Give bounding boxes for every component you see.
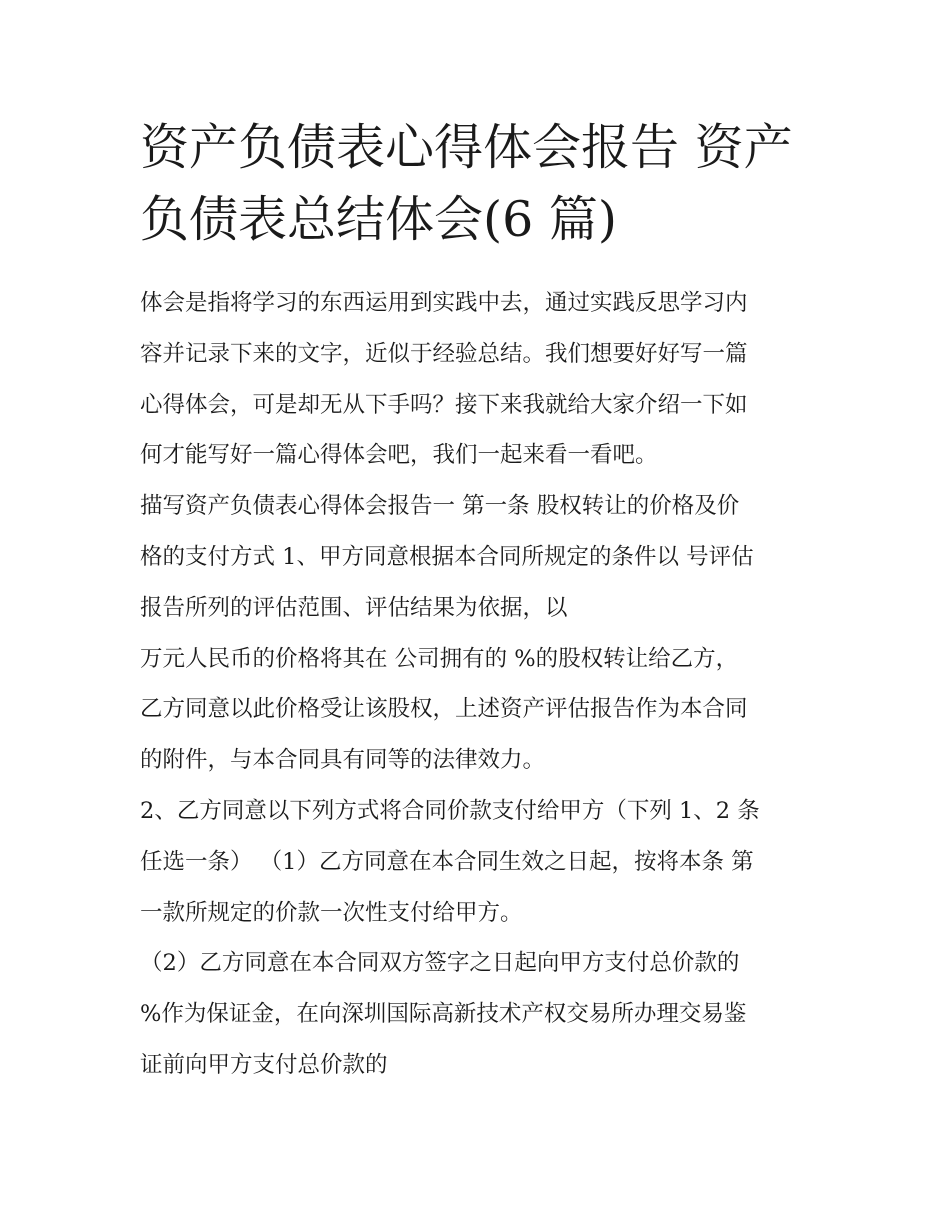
body-line: （2）乙方同意在本合同双方签字之日起向甲方支付总价款的 xyxy=(140,950,740,977)
body-line: 容并记录下来的文字，近似于经验总结。我们想要好好写一篇 xyxy=(140,340,748,367)
body-line: 格的支付方式 1、甲方同意根据本合同所规定的条件以 号评估 xyxy=(140,543,754,570)
title-line: 资产负债表心得体会报告 资产 xyxy=(140,119,793,176)
body-line: %作为保证金，在向深圳国际高新技术产权交易所办理交易鉴 xyxy=(140,1001,747,1028)
body-line: 描写资产负债表心得体会报告一 第一条 股权转让的价格及价 xyxy=(140,493,740,520)
body-line: 2、乙方同意以下列方式将合同价款支付给甲方（下列 1、2 条 xyxy=(140,797,760,824)
body-line: 心得体会，可是却无从下手吗？接下来我就给大家介绍一下如 xyxy=(140,391,748,418)
document-body xyxy=(140,278,820,1091)
body-line: 何才能写好一篇心得体会吧，我们一起来看一看吧。 xyxy=(140,442,658,469)
body-line: 乙方同意以此价格受让该股权，上述资产评估报告作为本合同 xyxy=(140,696,748,723)
document-title xyxy=(140,112,820,256)
body-line: 一款所规定的价款一次性支付给甲方。 xyxy=(140,899,523,926)
body-line: 任选一条） （1）乙方同意在本合同生效之日起，按将本条 第 xyxy=(140,848,754,875)
body-line: 的附件，与本合同具有同等的法律效力。 xyxy=(140,747,546,774)
body-line: 证前向甲方支付总价款的 xyxy=(140,1051,388,1078)
body-line: 报告所列的评估范围、评估结果为依据，以 xyxy=(140,594,568,621)
body-line: 万元人民币的价格将其在 公司拥有的 %的股权转让给乙方， xyxy=(140,645,739,672)
title-line: 负债表总结体会(6 篇) xyxy=(140,191,617,248)
body-line: 体会是指将学习的东西运用到实践中去，通过实践反思学习内 xyxy=(140,290,748,316)
